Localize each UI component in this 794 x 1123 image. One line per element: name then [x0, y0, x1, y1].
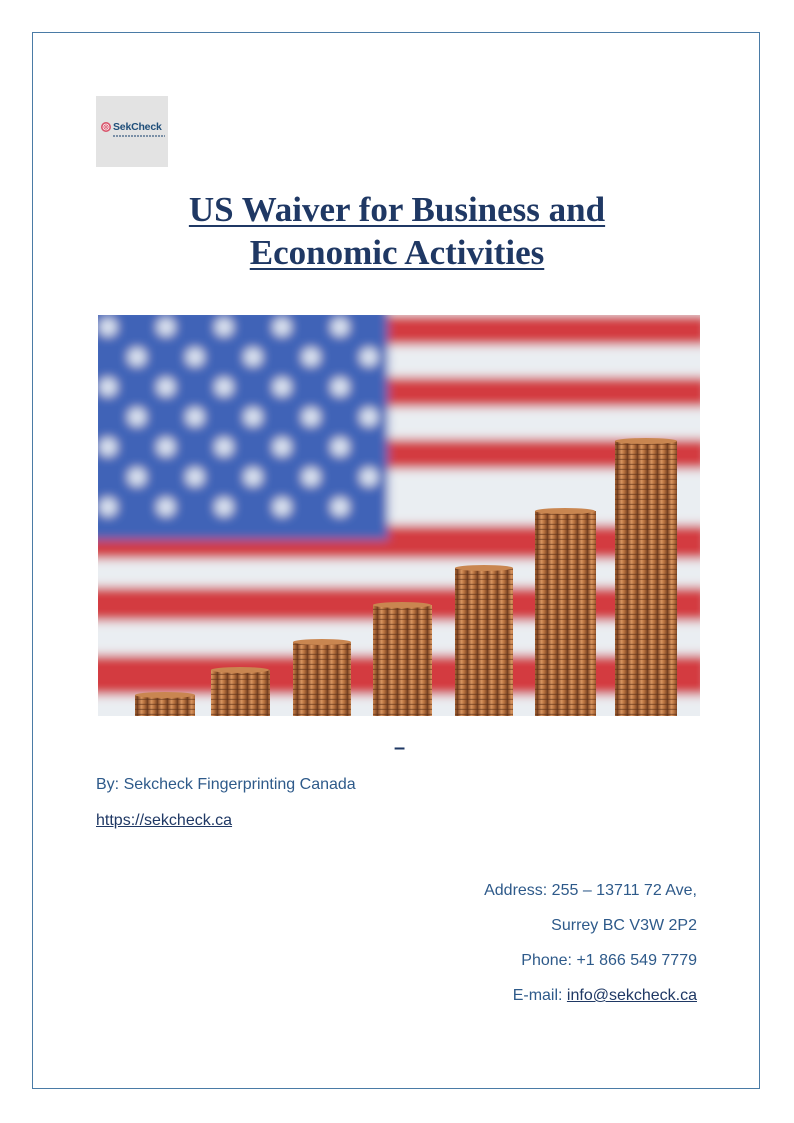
document-title — [96, 188, 698, 274]
author-line: By: Sekcheck Fingerprinting Canada — [96, 776, 356, 793]
email-link[interactable]: info@sekcheck.ca — [566, 987, 697, 1004]
address-line-1: Address: 255 – 13711 72 Ave, — [484, 882, 697, 899]
hero-image — [98, 315, 700, 716]
separator-dash: – — [394, 737, 406, 759]
title-line-1: US Waiver for Business and — [188, 190, 606, 229]
logo-text: SekCheck — [113, 121, 162, 133]
logo-tagline — [113, 135, 165, 137]
phone-line: Phone: +1 866 549 7779 — [521, 952, 697, 969]
website-link[interactable]: https://sekcheck.ca — [96, 812, 233, 829]
email-label: E-mail: — [512, 987, 567, 1004]
company-logo — [96, 96, 168, 167]
email-line — [513, 987, 697, 1005]
title-line-2: Economic Activities — [249, 233, 545, 272]
address-line-2: Surrey BC V3W 2P2 — [551, 917, 697, 934]
